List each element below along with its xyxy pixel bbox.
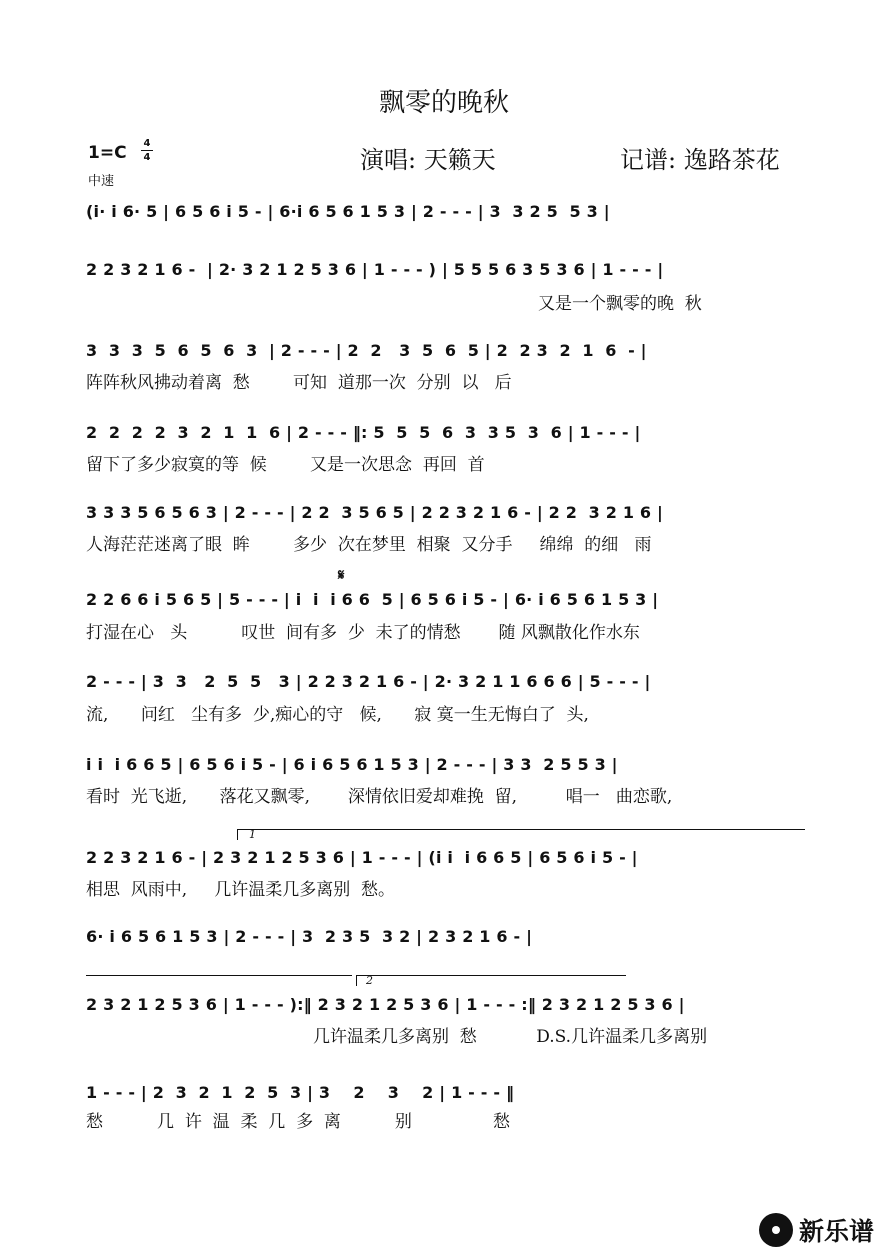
time-signature-bottom: 4 (143, 152, 151, 163)
first-ending-number: 1 (249, 828, 256, 841)
record-disc-icon (759, 1213, 793, 1247)
lyric-line-2: 又是一个飘零的晚 秋 (538, 294, 702, 314)
music-line-1: (i· i 6· 5 | 6 5 6 i 5 - | 6·i 6 5 6 1 5 3 | 2 - - - | 3 3 2 5 5 3 | (86, 202, 610, 221)
lyric-line-11: 几许温柔几多离别 愁 D.S.几许温柔几多离别 (86, 1027, 708, 1047)
lyric-line-7: 流, 问红 尘有多 少,痴心的守 候, 寂 寞一生无悔白了 头, (86, 705, 589, 725)
lyric-line-8: 看时 光飞逝, 落花又飘零, 深情依旧爱却难挽 留, 唱一 曲恋歌, (86, 787, 673, 807)
music-line-3: 3 3 3 5 6 5 6 3 | 2 - - - | 2 2 3 5 6 5 | 2 2 3 2 1 6 - | (86, 341, 647, 360)
first-ending-bracket (237, 829, 805, 840)
lyric-line-6: 打湿在心 头 叹世 间有多 少 未了的情愁 随 风飘散化作水东 (86, 623, 640, 643)
time-signature-top: 4 (143, 138, 151, 149)
page-title: 飘零的晚秋 (378, 88, 509, 118)
music-line-10: 6· i 6 5 6 1 5 3 | 2 - - - | 3 2 3 5 3 2 | 2 3 2 1 6 - | (86, 927, 533, 946)
music-line-9: 2 2 3 2 1 6 - | 2 3 2 1 2 5 3 6 | 1 - - - | (i i i 6 6 5 | 6 5 6 i 5 - | (86, 848, 638, 867)
music-line-2: 2 2 3 2 1 6 - | 2· 3 2 1 2 5 3 6 | 1 - - - ) | 5 5 5 6 3 5 3 6 | 1 - - - | (86, 260, 664, 279)
key-signature: 1=C (88, 143, 127, 163)
music-line-6: 2 2 6 6 i 5 6 5 | 5 - - - | i i i 6 6 5 | 6 5 6 i 5 - | 6· i 6 5 6 1 5 3 | (86, 590, 659, 609)
tempo-marking: 中速 (88, 174, 115, 189)
second-ending-number: 2 (366, 974, 373, 987)
notation-credit: 记谱: 逸路茶花 (620, 146, 780, 174)
lyric-line-9: 相思 风雨中, 几许温柔几多离别 愁。 (86, 880, 396, 900)
second-ending-bracket (356, 975, 626, 986)
lyric-line-12: 愁 几 许 温 柔 几 多 离 别 愁 (86, 1112, 510, 1132)
lyric-line-4: 留下了多少寂寞的等 候 又是一次思念 再回 首 (86, 455, 485, 475)
singer-credit: 演唱: 天籁天 (360, 146, 496, 174)
first-ending-continuation (86, 975, 352, 976)
music-line-5: 3 3 3 5 6 5 6 3 | 2 - - - | 2 2 3 5 6 5 | 2 2 3 2 1 6 - | 2 2 3 2 1 6 | (86, 503, 664, 522)
lyric-line-5: 人海茫茫迷离了眼 眸 多少 次在梦里 相聚 又分手 绵绵 的细 雨 (86, 535, 652, 555)
lyric-line-3: 阵阵秋风拂动着离 愁 可知 道那一次 分别 以 后 (86, 373, 512, 393)
time-signature (141, 138, 153, 163)
music-line-7: 2 - - - | 3 3 2 5 5 3 | 2 2 3 2 1 6 - | 2· 3 2 1 1 6 6 6 | 5 - - - | (86, 672, 651, 691)
music-line-12: 1 - - - | 2 3 2 1 2 5 3 | 3 2 3 2 | 1 - - - ‖ (86, 1083, 515, 1102)
site-logo-text: 新乐谱 (798, 1217, 874, 1246)
music-line-11: 2 3 2 1 2 5 3 6 | 1 - - - ):‖ 2 3 2 1 2 5 3 6 | 1 - - - :‖ 2 3 2 1 2 5 3 6 | (86, 995, 685, 1014)
segno-sign: 𝄋 (338, 566, 345, 584)
music-line-4: 2 2 2 2 3 2 1 1 6 | 2 - - - ‖: 5 5 5 6 3 3 5 3 6 | 1 - - - | (86, 423, 641, 442)
music-line-8: i i i 6 6 5 | 6 5 6 i 5 - | 6 i 6 5 6 1 5 3 | 2 - - - | 3 3 2 5 5 3 | (86, 755, 618, 774)
site-logo (759, 1212, 874, 1248)
